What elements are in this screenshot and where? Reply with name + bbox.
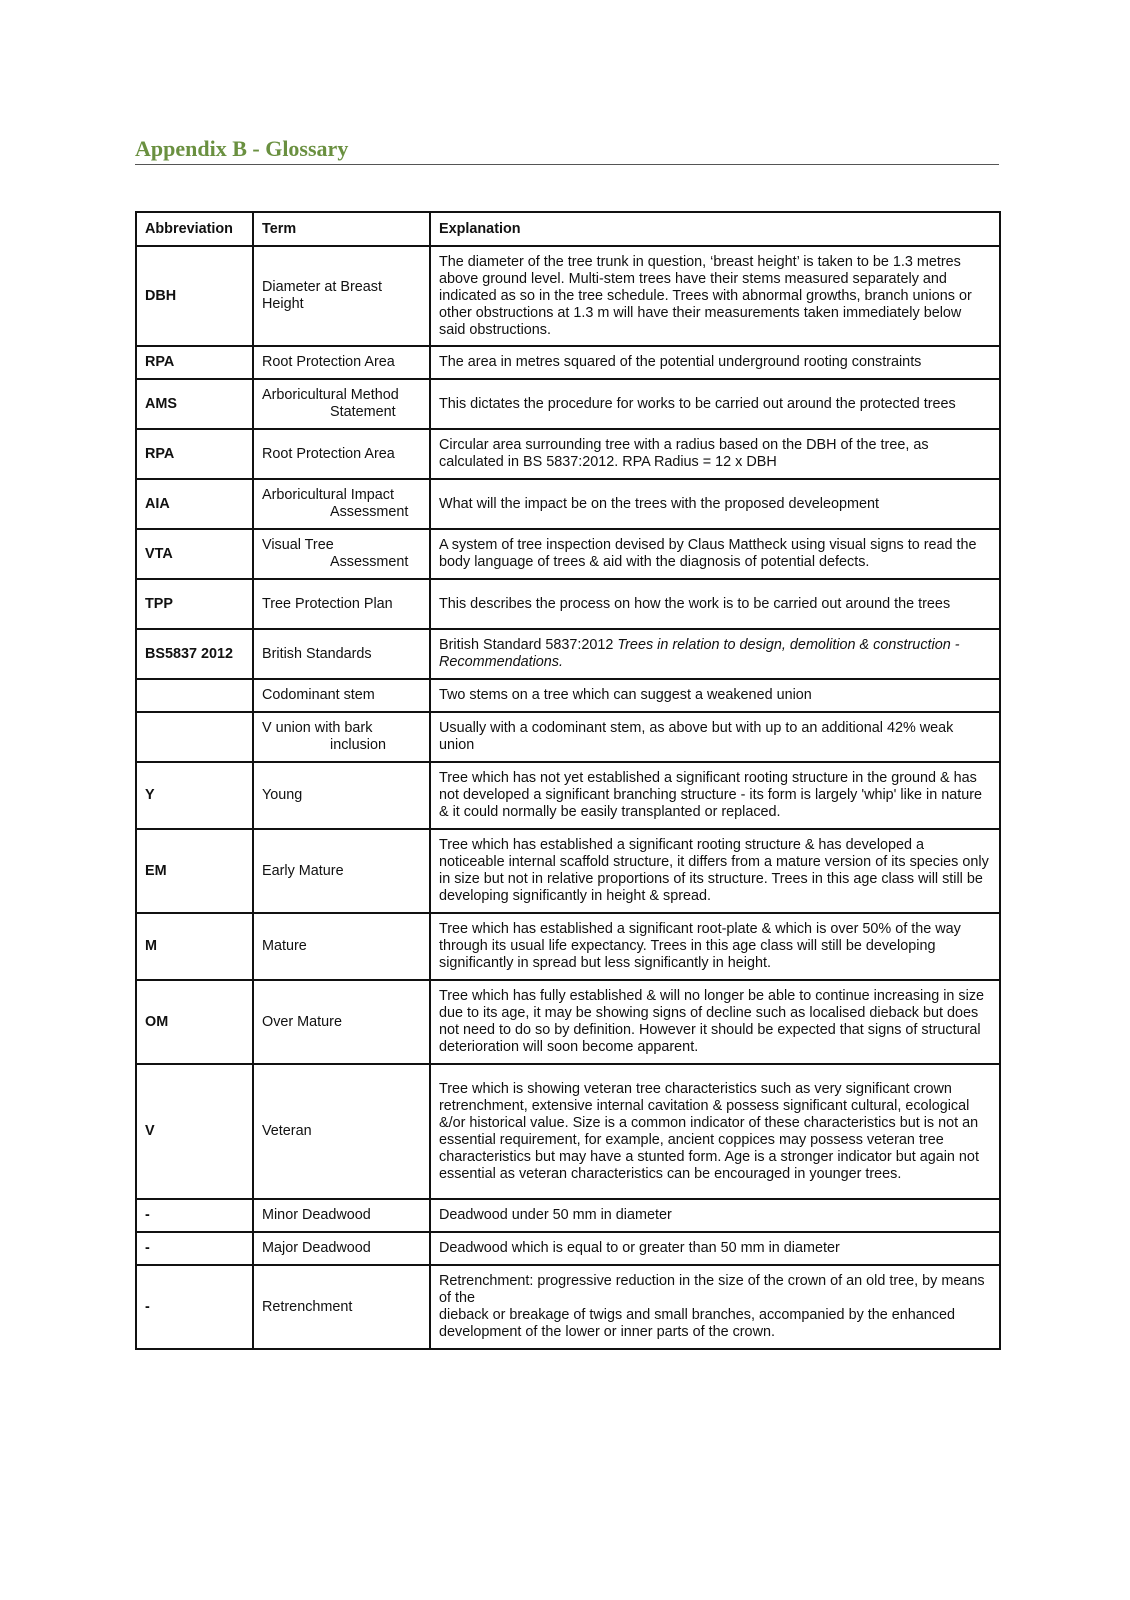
term-cell [253, 712, 430, 762]
abbreviation-cell: OM [136, 980, 253, 1064]
explanation-cell: What will the impact be on the trees with the proposed develeopment [430, 479, 1000, 529]
term-cell: Diameter at Breast Height [253, 246, 430, 346]
term-cell: Mature [253, 913, 430, 980]
term-line: inclusion [330, 737, 386, 753]
table-row [136, 762, 1000, 829]
header-abbreviation: Abbreviation [136, 212, 253, 246]
table-row [136, 629, 1000, 679]
term-cell: Early Mature [253, 829, 430, 913]
explanation-cell: Tree which has established a significant root-plate & which is over 50% of the way through its usual life expectancy. Trees in this age class will still be developing significantly in spread but less significantly in height. [430, 913, 1000, 980]
table-row [136, 579, 1000, 629]
table-row [136, 980, 1000, 1064]
abbreviation-cell: V [136, 1064, 253, 1199]
table-row [136, 1265, 1000, 1349]
term-cell: Retrenchment [253, 1265, 430, 1349]
explanation-cell: This describes the process on how the work is to be carried out around the trees [430, 579, 1000, 629]
page-title: Appendix B - Glossary [135, 136, 999, 165]
explanation-line: Retrenchment: progressive reduction in the size of the crown of an old tree, by means of the [439, 1273, 985, 1306]
table-row [136, 379, 1000, 429]
term-cell [253, 529, 430, 579]
explanation-cell: The diameter of the tree trunk in question, ‘breast height’ is taken to be 1.3 metres above ground level. Multi-stem trees have their stems measured separately and indicated as so in the tree schedule. Trees with abnormal growths, branch unions or other obstructions at 1.3 m will have their measurements taken immediately below said obstructions. [430, 246, 1000, 346]
explanation-cell: Two stems on a tree which can suggest a weakened union [430, 679, 1000, 712]
table-header-row [136, 212, 1000, 246]
explanation-cell: Deadwood which is equal to or greater than 50 mm in diameter [430, 1232, 1000, 1265]
term-cell: Tree Protection Plan [253, 579, 430, 629]
explanation-cell: Tree which is showing veteran tree characteristics such as very significant crown retrenchment, extensive internal cavitation & possess significant cultural, ecological &/or historical value. Size is a common indicator of these characteristics but is not an essential requirement, for example, ancient coppices may possess veteran tree characteristics but may have a stunted form. Age is a stronger indicator but again not essential as veteran characteristics can be encouraged in younger trees. [430, 1064, 1000, 1199]
explanation-cell: Tree which has established a significant rooting structure & has developed a noticeable internal scaffold structure, it differs from a mature version of its species only in size but not in relative proportions of its structure. Trees in this age class will still be developing significantly in height & spread. [430, 829, 1000, 913]
abbreviation-cell: - [136, 1232, 253, 1265]
explanation-cell: Deadwood under 50 mm in diameter [430, 1199, 1000, 1232]
explanation-line: dieback or breakage of twigs and small branches, accompanied by the enhanced development of the lower or inner parts of the crown. [439, 1307, 955, 1340]
abbreviation-cell: AIA [136, 479, 253, 529]
term-cell: Veteran [253, 1064, 430, 1199]
table-row [136, 712, 1000, 762]
abbreviation-cell: DBH [136, 246, 253, 346]
table-row [136, 529, 1000, 579]
term-cell [253, 379, 430, 429]
term-cell: Major Deadwood [253, 1232, 430, 1265]
explanation-cell: Circular area surrounding tree with a radius based on the DBH of the tree, as calculated in BS 5837:2012. RPA Radius = 12 x DBH [430, 429, 1000, 479]
table-row [136, 829, 1000, 913]
glossary-table [135, 211, 1001, 1350]
abbreviation-cell: EM [136, 829, 253, 913]
table-row [136, 429, 1000, 479]
table-row [136, 1064, 1000, 1199]
term-cell: Codominant stem [253, 679, 430, 712]
table-row [136, 1199, 1000, 1232]
explanation-cell: A system of tree inspection devised by Claus Mattheck using visual signs to read the body language of trees & aid with the diagnosis of potential defects. [430, 529, 1000, 579]
abbreviation-cell: - [136, 1199, 253, 1232]
explanation-cell [430, 629, 1000, 679]
term-line: V union with bark [262, 720, 373, 736]
abbreviation-cell: AMS [136, 379, 253, 429]
term-cell: Young [253, 762, 430, 829]
table-row [136, 679, 1000, 712]
explanation-text: British Standard 5837:2012 [439, 637, 618, 653]
table-row [136, 346, 1000, 379]
abbreviation-cell: RPA [136, 429, 253, 479]
explanation-cell: Tree which has not yet established a significant rooting structure in the ground & has not developed a significant branching structure - its form is largely 'whip' like in nature & it could normally be easily transplanted or replaced. [430, 762, 1000, 829]
term-line: Assessment [330, 554, 409, 570]
header-term: Term [253, 212, 430, 246]
term-cell: Over Mature [253, 980, 430, 1064]
table-row [136, 246, 1000, 346]
explanation-cell: This dictates the procedure for works to be carried out around the protected trees [430, 379, 1000, 429]
explanation-cell [430, 1265, 1000, 1349]
abbreviation-cell: M [136, 913, 253, 980]
term-cell: British Standards [253, 629, 430, 679]
header-explanation: Explanation [430, 212, 1000, 246]
abbreviation-cell [136, 679, 253, 712]
term-line: Visual Tree [262, 537, 334, 553]
explanation-cell: Tree which has fully established & will no longer be able to continue increasing in size due to its age, it may be showing signs of decline such as localised dieback but does not need to do so by definition. However it should be expected that signs of structural deterioration will soon become apparent. [430, 980, 1000, 1064]
table-row [136, 913, 1000, 980]
explanation-cell: The area in metres squared of the potential underground rooting constraints [430, 346, 1000, 379]
table-row [136, 479, 1000, 529]
term-line: Statement [330, 404, 396, 420]
abbreviation-cell: RPA [136, 346, 253, 379]
term-line: Assessment [330, 504, 409, 520]
standard-title: Trees in relation to design, demolition & construction - Recommendations. [439, 637, 960, 670]
abbreviation-cell: TPP [136, 579, 253, 629]
table-row [136, 1232, 1000, 1265]
abbreviation-cell [136, 712, 253, 762]
abbreviation-cell: - [136, 1265, 253, 1349]
term-cell: Root Protection Area [253, 429, 430, 479]
term-cell: Minor Deadwood [253, 1199, 430, 1232]
term-cell: Root Protection Area [253, 346, 430, 379]
term-line: Arboricultural Impact [262, 487, 394, 503]
abbreviation-cell: VTA [136, 529, 253, 579]
abbreviation-cell: Y [136, 762, 253, 829]
explanation-cell: Usually with a codominant stem, as above but with up to an additional 42% weak union [430, 712, 1000, 762]
abbreviation-cell: BS5837 2012 [136, 629, 253, 679]
term-cell [253, 479, 430, 529]
term-line: Arboricultural Method [262, 387, 399, 403]
